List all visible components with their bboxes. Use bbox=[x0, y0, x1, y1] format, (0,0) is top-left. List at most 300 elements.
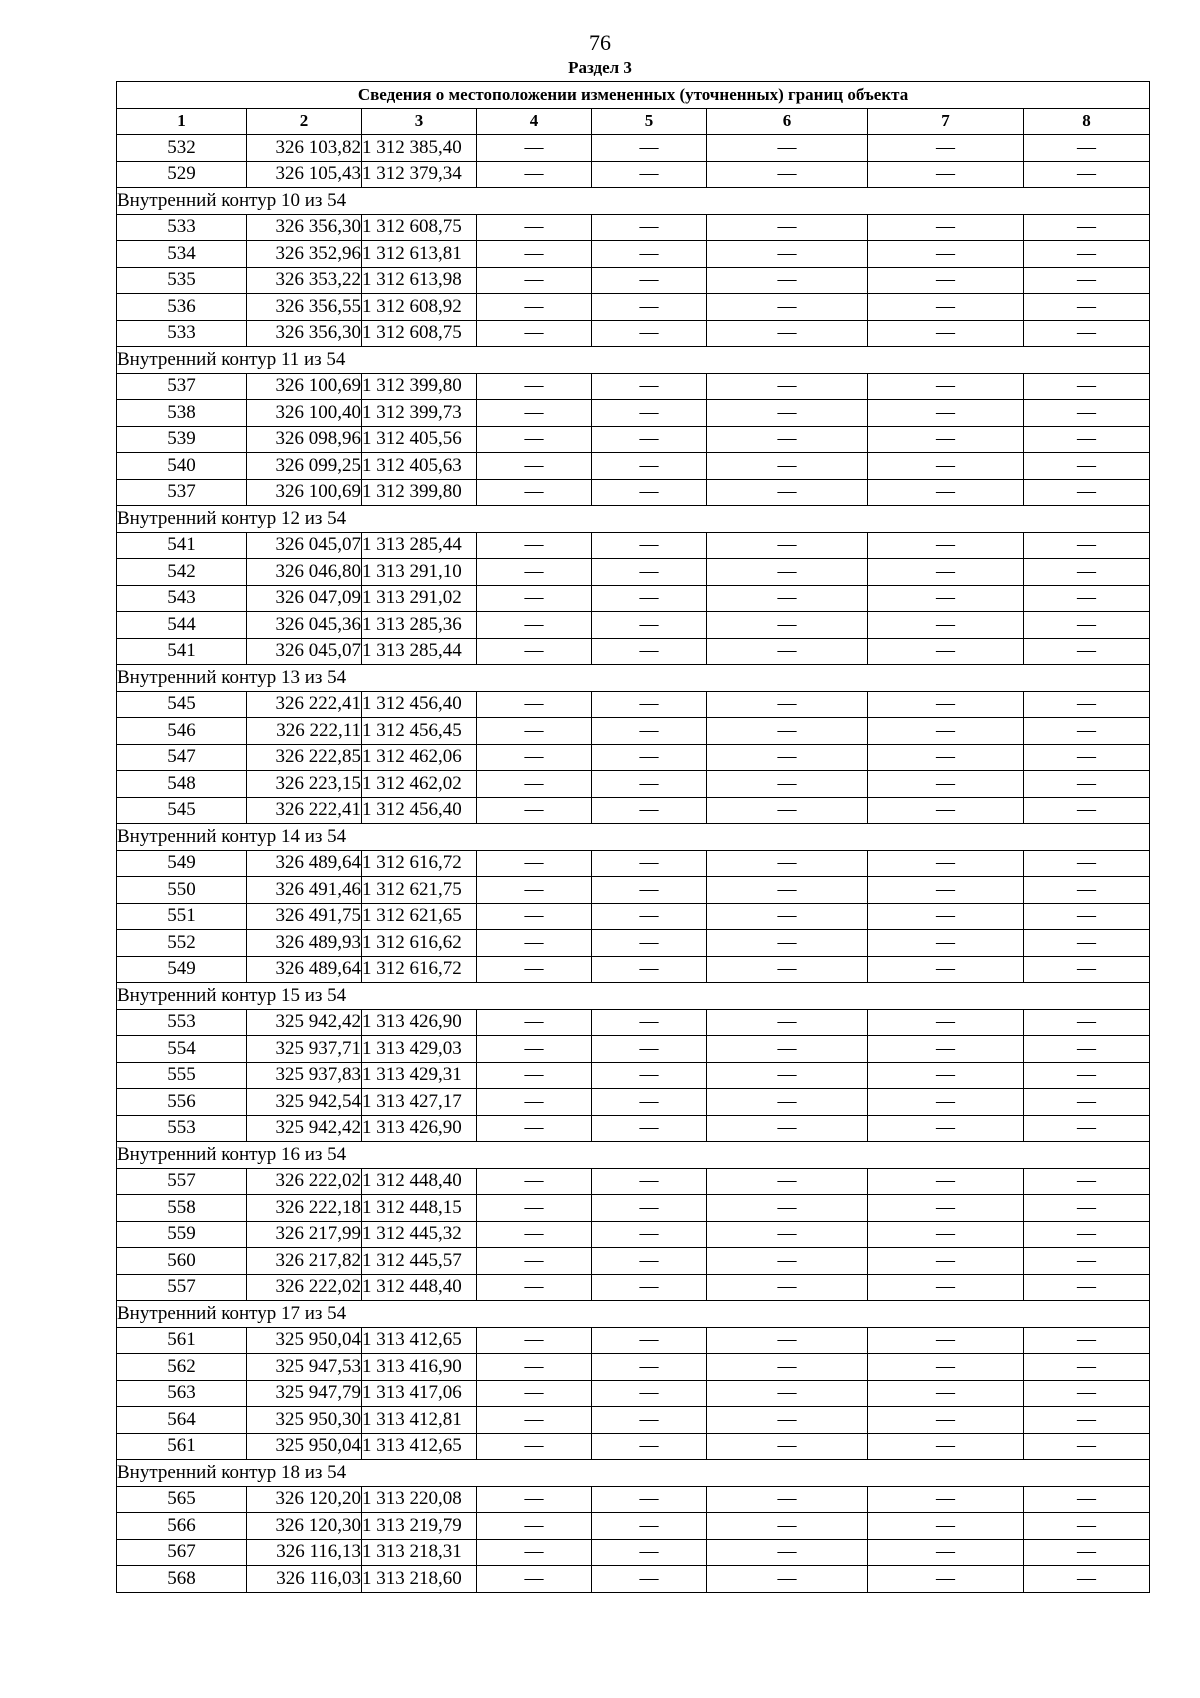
empty-value: — bbox=[707, 797, 868, 824]
empty-value: — bbox=[477, 1513, 592, 1540]
empty-value: — bbox=[592, 744, 707, 771]
coord-y: 1 312 445,32 bbox=[362, 1221, 477, 1248]
point-number: 541 bbox=[117, 638, 247, 665]
empty-value: — bbox=[868, 294, 1024, 321]
empty-value: — bbox=[592, 850, 707, 877]
coord-y: 1 313 429,31 bbox=[362, 1062, 477, 1089]
empty-value: — bbox=[868, 1513, 1024, 1540]
empty-value: — bbox=[707, 1513, 868, 1540]
empty-value: — bbox=[592, 426, 707, 453]
coord-x: 326 223,15 bbox=[247, 771, 362, 798]
contour-label: Внутренний контур 15 из 54 bbox=[117, 983, 1150, 1010]
empty-value: — bbox=[592, 267, 707, 294]
empty-value: — bbox=[477, 718, 592, 745]
empty-value: — bbox=[707, 1407, 868, 1434]
empty-value: — bbox=[1024, 1407, 1150, 1434]
coord-x: 326 222,41 bbox=[247, 691, 362, 718]
empty-value: — bbox=[477, 1539, 592, 1566]
empty-value: — bbox=[1024, 1168, 1150, 1195]
empty-value: — bbox=[707, 1486, 868, 1513]
empty-value: — bbox=[477, 1407, 592, 1434]
empty-value: — bbox=[707, 1009, 868, 1036]
empty-value: — bbox=[477, 850, 592, 877]
empty-value: — bbox=[1024, 1089, 1150, 1116]
empty-value: — bbox=[707, 1062, 868, 1089]
caption-row bbox=[117, 82, 1150, 109]
empty-value: — bbox=[477, 532, 592, 559]
coord-y: 1 312 456,40 bbox=[362, 797, 477, 824]
point-number: 533 bbox=[117, 320, 247, 347]
empty-value: — bbox=[592, 479, 707, 506]
empty-value: — bbox=[868, 373, 1024, 400]
empty-value: — bbox=[1024, 930, 1150, 957]
point-number: 532 bbox=[117, 135, 247, 162]
coord-x: 325 947,79 bbox=[247, 1380, 362, 1407]
empty-value: — bbox=[707, 850, 868, 877]
empty-value: — bbox=[707, 294, 868, 321]
coord-y: 1 312 456,40 bbox=[362, 691, 477, 718]
empty-value: — bbox=[868, 135, 1024, 162]
point-number: 553 bbox=[117, 1115, 247, 1142]
empty-value: — bbox=[707, 135, 868, 162]
point-number: 561 bbox=[117, 1433, 247, 1460]
empty-value: — bbox=[707, 1539, 868, 1566]
empty-value: — bbox=[477, 1433, 592, 1460]
coord-x: 325 950,04 bbox=[247, 1327, 362, 1354]
point-number: 535 bbox=[117, 267, 247, 294]
empty-value: — bbox=[1024, 320, 1150, 347]
empty-value: — bbox=[707, 1195, 868, 1222]
empty-value: — bbox=[1024, 479, 1150, 506]
empty-value: — bbox=[868, 267, 1024, 294]
point-number: 545 bbox=[117, 797, 247, 824]
coord-y: 1 312 385,40 bbox=[362, 135, 477, 162]
empty-value: — bbox=[592, 1539, 707, 1566]
contour-label: Внутренний контур 17 из 54 bbox=[117, 1301, 1150, 1328]
empty-value: — bbox=[707, 1089, 868, 1116]
empty-value: — bbox=[868, 638, 1024, 665]
empty-value: — bbox=[477, 241, 592, 268]
table-row bbox=[117, 1274, 1150, 1301]
empty-value: — bbox=[592, 1009, 707, 1036]
contour-label: Внутренний контур 10 из 54 bbox=[117, 188, 1150, 215]
empty-value: — bbox=[868, 850, 1024, 877]
empty-value: — bbox=[707, 1566, 868, 1593]
empty-value: — bbox=[592, 1433, 707, 1460]
empty-value: — bbox=[868, 1566, 1024, 1593]
empty-value: — bbox=[592, 1221, 707, 1248]
coord-x: 326 489,64 bbox=[247, 850, 362, 877]
table-body bbox=[117, 135, 1150, 1593]
empty-value: — bbox=[477, 585, 592, 612]
empty-value: — bbox=[477, 1274, 592, 1301]
point-number: 553 bbox=[117, 1009, 247, 1036]
empty-value: — bbox=[868, 400, 1024, 427]
empty-value: — bbox=[868, 903, 1024, 930]
empty-value: — bbox=[1024, 1115, 1150, 1142]
empty-value: — bbox=[592, 1195, 707, 1222]
empty-value: — bbox=[477, 453, 592, 480]
coord-y: 1 313 220,08 bbox=[362, 1486, 477, 1513]
empty-value: — bbox=[707, 559, 868, 586]
empty-value: — bbox=[1024, 691, 1150, 718]
empty-value: — bbox=[868, 1221, 1024, 1248]
coord-y: 1 313 427,17 bbox=[362, 1089, 477, 1116]
empty-value: — bbox=[1024, 1380, 1150, 1407]
point-number: 552 bbox=[117, 930, 247, 957]
point-number: 568 bbox=[117, 1566, 247, 1593]
empty-value: — bbox=[477, 612, 592, 639]
contour-header-row bbox=[117, 506, 1150, 533]
column-header: 2 bbox=[247, 108, 362, 135]
point-number: 537 bbox=[117, 373, 247, 400]
point-number: 536 bbox=[117, 294, 247, 321]
contour-label: Внутренний контур 16 из 54 bbox=[117, 1142, 1150, 1169]
column-header: 8 bbox=[1024, 108, 1150, 135]
empty-value: — bbox=[868, 1380, 1024, 1407]
empty-value: — bbox=[477, 559, 592, 586]
table-row bbox=[117, 1062, 1150, 1089]
coord-x: 326 217,99 bbox=[247, 1221, 362, 1248]
empty-value: — bbox=[1024, 1539, 1150, 1566]
table-row bbox=[117, 850, 1150, 877]
empty-value: — bbox=[707, 241, 868, 268]
empty-value: — bbox=[477, 479, 592, 506]
empty-value: — bbox=[477, 797, 592, 824]
coord-y: 1 312 448,40 bbox=[362, 1274, 477, 1301]
empty-value: — bbox=[477, 400, 592, 427]
coord-x: 326 222,85 bbox=[247, 744, 362, 771]
contour-label: Внутренний контур 18 из 54 bbox=[117, 1460, 1150, 1487]
empty-value: — bbox=[1024, 400, 1150, 427]
point-number: 561 bbox=[117, 1327, 247, 1354]
coord-y: 1 313 412,65 bbox=[362, 1327, 477, 1354]
empty-value: — bbox=[868, 532, 1024, 559]
empty-value: — bbox=[477, 1062, 592, 1089]
empty-value: — bbox=[1024, 1354, 1150, 1381]
table-row bbox=[117, 1566, 1150, 1593]
coord-x: 325 950,30 bbox=[247, 1407, 362, 1434]
coord-x: 325 942,42 bbox=[247, 1009, 362, 1036]
empty-value: — bbox=[477, 1354, 592, 1381]
empty-value: — bbox=[707, 1380, 868, 1407]
table-row bbox=[117, 1115, 1150, 1142]
table-row bbox=[117, 744, 1150, 771]
empty-value: — bbox=[592, 532, 707, 559]
coord-x: 325 937,71 bbox=[247, 1036, 362, 1063]
empty-value: — bbox=[592, 771, 707, 798]
table-row bbox=[117, 585, 1150, 612]
empty-value: — bbox=[592, 691, 707, 718]
point-number: 566 bbox=[117, 1513, 247, 1540]
empty-value: — bbox=[868, 559, 1024, 586]
point-number: 567 bbox=[117, 1539, 247, 1566]
table-row bbox=[117, 320, 1150, 347]
table-row bbox=[117, 559, 1150, 586]
point-number: 538 bbox=[117, 400, 247, 427]
empty-value: — bbox=[1024, 1274, 1150, 1301]
empty-value: — bbox=[868, 161, 1024, 188]
coord-x: 326 100,69 bbox=[247, 373, 362, 400]
coord-x: 326 222,41 bbox=[247, 797, 362, 824]
table-row bbox=[117, 453, 1150, 480]
empty-value: — bbox=[868, 585, 1024, 612]
table-row bbox=[117, 771, 1150, 798]
empty-value: — bbox=[592, 1248, 707, 1275]
point-number: 556 bbox=[117, 1089, 247, 1116]
table-row bbox=[117, 930, 1150, 957]
table-row bbox=[117, 1195, 1150, 1222]
coord-y: 1 312 616,72 bbox=[362, 850, 477, 877]
coord-x: 326 489,93 bbox=[247, 930, 362, 957]
table-row bbox=[117, 294, 1150, 321]
coord-y: 1 313 412,65 bbox=[362, 1433, 477, 1460]
column-header: 5 bbox=[592, 108, 707, 135]
empty-value: — bbox=[1024, 877, 1150, 904]
empty-value: — bbox=[868, 1089, 1024, 1116]
empty-value: — bbox=[592, 638, 707, 665]
empty-value: — bbox=[1024, 771, 1150, 798]
empty-value: — bbox=[1024, 559, 1150, 586]
point-number: 542 bbox=[117, 559, 247, 586]
empty-value: — bbox=[592, 1327, 707, 1354]
coord-y: 1 312 613,81 bbox=[362, 241, 477, 268]
empty-value: — bbox=[707, 532, 868, 559]
empty-value: — bbox=[868, 1407, 1024, 1434]
point-number: 551 bbox=[117, 903, 247, 930]
empty-value: — bbox=[1024, 135, 1150, 162]
coord-x: 326 047,09 bbox=[247, 585, 362, 612]
empty-value: — bbox=[1024, 241, 1150, 268]
empty-value: — bbox=[477, 1486, 592, 1513]
table-row bbox=[117, 638, 1150, 665]
coord-x: 326 120,20 bbox=[247, 1486, 362, 1513]
empty-value: — bbox=[868, 691, 1024, 718]
empty-value: — bbox=[868, 797, 1024, 824]
empty-value: — bbox=[592, 400, 707, 427]
table-row bbox=[117, 1009, 1150, 1036]
empty-value: — bbox=[592, 1168, 707, 1195]
point-number: 539 bbox=[117, 426, 247, 453]
column-header: 4 bbox=[477, 108, 592, 135]
coord-y: 1 312 448,15 bbox=[362, 1195, 477, 1222]
empty-value: — bbox=[592, 161, 707, 188]
coord-y: 1 312 608,75 bbox=[362, 320, 477, 347]
point-number: 534 bbox=[117, 241, 247, 268]
empty-value: — bbox=[477, 1248, 592, 1275]
table-row bbox=[117, 214, 1150, 241]
empty-value: — bbox=[868, 771, 1024, 798]
empty-value: — bbox=[868, 1115, 1024, 1142]
empty-value: — bbox=[707, 718, 868, 745]
empty-value: — bbox=[1024, 638, 1150, 665]
empty-value: — bbox=[868, 479, 1024, 506]
empty-value: — bbox=[592, 1380, 707, 1407]
coord-x: 326 222,02 bbox=[247, 1274, 362, 1301]
empty-value: — bbox=[868, 1354, 1024, 1381]
empty-value: — bbox=[477, 135, 592, 162]
empty-value: — bbox=[868, 426, 1024, 453]
coord-x: 326 356,30 bbox=[247, 320, 362, 347]
point-number: 560 bbox=[117, 1248, 247, 1275]
empty-value: — bbox=[1024, 850, 1150, 877]
empty-value: — bbox=[707, 267, 868, 294]
empty-value: — bbox=[707, 1433, 868, 1460]
coord-x: 326 103,82 bbox=[247, 135, 362, 162]
coord-y: 1 312 405,56 bbox=[362, 426, 477, 453]
empty-value: — bbox=[477, 1566, 592, 1593]
table-row bbox=[117, 1248, 1150, 1275]
empty-value: — bbox=[707, 1248, 868, 1275]
empty-value: — bbox=[868, 1539, 1024, 1566]
empty-value: — bbox=[592, 135, 707, 162]
empty-value: — bbox=[868, 214, 1024, 241]
table-row bbox=[117, 612, 1150, 639]
coord-x: 325 937,83 bbox=[247, 1062, 362, 1089]
empty-value: — bbox=[707, 771, 868, 798]
coord-y: 1 312 405,63 bbox=[362, 453, 477, 480]
coord-y: 1 312 462,02 bbox=[362, 771, 477, 798]
contour-header-row bbox=[117, 1301, 1150, 1328]
empty-value: — bbox=[707, 214, 868, 241]
coord-x: 326 217,82 bbox=[247, 1248, 362, 1275]
coord-x: 326 222,02 bbox=[247, 1168, 362, 1195]
table-row bbox=[117, 135, 1150, 162]
empty-value: — bbox=[592, 294, 707, 321]
point-number: 537 bbox=[117, 479, 247, 506]
empty-value: — bbox=[477, 161, 592, 188]
coord-y: 1 313 285,36 bbox=[362, 612, 477, 639]
empty-value: — bbox=[707, 691, 868, 718]
contour-header-row bbox=[117, 824, 1150, 851]
coord-x: 326 116,13 bbox=[247, 1539, 362, 1566]
coord-x: 326 491,46 bbox=[247, 877, 362, 904]
empty-value: — bbox=[707, 1115, 868, 1142]
table-row bbox=[117, 479, 1150, 506]
empty-value: — bbox=[707, 320, 868, 347]
empty-value: — bbox=[1024, 161, 1150, 188]
coord-y: 1 313 291,02 bbox=[362, 585, 477, 612]
empty-value: — bbox=[477, 1327, 592, 1354]
empty-value: — bbox=[1024, 1327, 1150, 1354]
empty-value: — bbox=[1024, 1195, 1150, 1222]
column-header-row bbox=[117, 108, 1150, 135]
empty-value: — bbox=[707, 1168, 868, 1195]
coord-y: 1 313 285,44 bbox=[362, 532, 477, 559]
coord-x: 326 222,11 bbox=[247, 718, 362, 745]
empty-value: — bbox=[707, 585, 868, 612]
table-row bbox=[117, 718, 1150, 745]
coord-x: 326 222,18 bbox=[247, 1195, 362, 1222]
coord-y: 1 312 445,57 bbox=[362, 1248, 477, 1275]
coord-y: 1 313 218,60 bbox=[362, 1566, 477, 1593]
coord-y: 1 313 412,81 bbox=[362, 1407, 477, 1434]
point-number: 564 bbox=[117, 1407, 247, 1434]
empty-value: — bbox=[1024, 267, 1150, 294]
contour-header-row bbox=[117, 983, 1150, 1010]
empty-value: — bbox=[592, 1407, 707, 1434]
empty-value: — bbox=[477, 930, 592, 957]
empty-value: — bbox=[1024, 453, 1150, 480]
column-header: 1 bbox=[117, 108, 247, 135]
empty-value: — bbox=[707, 1327, 868, 1354]
point-number: 544 bbox=[117, 612, 247, 639]
empty-value: — bbox=[592, 1115, 707, 1142]
empty-value: — bbox=[592, 877, 707, 904]
table-row bbox=[117, 1354, 1150, 1381]
coord-x: 326 045,07 bbox=[247, 532, 362, 559]
coord-y: 1 313 426,90 bbox=[362, 1115, 477, 1142]
coord-x: 326 099,25 bbox=[247, 453, 362, 480]
empty-value: — bbox=[592, 1089, 707, 1116]
contour-label: Внутренний контур 13 из 54 bbox=[117, 665, 1150, 692]
contour-label: Внутренний контур 14 из 54 bbox=[117, 824, 1150, 851]
point-number: 557 bbox=[117, 1168, 247, 1195]
point-number: 550 bbox=[117, 877, 247, 904]
empty-value: — bbox=[477, 638, 592, 665]
coord-y: 1 313 417,06 bbox=[362, 1380, 477, 1407]
empty-value: — bbox=[1024, 373, 1150, 400]
point-number: 546 bbox=[117, 718, 247, 745]
empty-value: — bbox=[592, 1354, 707, 1381]
empty-value: — bbox=[1024, 1009, 1150, 1036]
coord-x: 326 105,43 bbox=[247, 161, 362, 188]
empty-value: — bbox=[707, 903, 868, 930]
empty-value: — bbox=[868, 930, 1024, 957]
point-number: 549 bbox=[117, 956, 247, 983]
coord-y: 1 312 621,75 bbox=[362, 877, 477, 904]
coord-x: 325 950,04 bbox=[247, 1433, 362, 1460]
empty-value: — bbox=[1024, 1036, 1150, 1063]
empty-value: — bbox=[868, 744, 1024, 771]
empty-value: — bbox=[592, 241, 707, 268]
empty-value: — bbox=[868, 320, 1024, 347]
contour-header-row bbox=[117, 188, 1150, 215]
empty-value: — bbox=[1024, 744, 1150, 771]
table-row bbox=[117, 241, 1150, 268]
coord-x: 326 046,80 bbox=[247, 559, 362, 586]
empty-value: — bbox=[592, 1062, 707, 1089]
point-number: 558 bbox=[117, 1195, 247, 1222]
empty-value: — bbox=[707, 877, 868, 904]
contour-label: Внутренний контур 12 из 54 bbox=[117, 506, 1150, 533]
coord-x: 326 491,75 bbox=[247, 903, 362, 930]
empty-value: — bbox=[707, 1354, 868, 1381]
coord-x: 326 100,40 bbox=[247, 400, 362, 427]
empty-value: — bbox=[592, 453, 707, 480]
coord-y: 1 312 399,80 bbox=[362, 373, 477, 400]
empty-value: — bbox=[477, 1089, 592, 1116]
table-row bbox=[117, 1221, 1150, 1248]
table-row bbox=[117, 1513, 1150, 1540]
section-title: Раздел 3 bbox=[568, 58, 632, 77]
table-row bbox=[117, 956, 1150, 983]
coord-x: 326 100,69 bbox=[247, 479, 362, 506]
page-number: 76 bbox=[589, 30, 611, 55]
empty-value: — bbox=[592, 373, 707, 400]
coord-x: 325 942,54 bbox=[247, 1089, 362, 1116]
empty-value: — bbox=[592, 559, 707, 586]
empty-value: — bbox=[592, 1513, 707, 1540]
coord-x: 326 353,22 bbox=[247, 267, 362, 294]
empty-value: — bbox=[707, 400, 868, 427]
coord-x: 326 045,07 bbox=[247, 638, 362, 665]
empty-value: — bbox=[477, 903, 592, 930]
coord-y: 1 313 291,10 bbox=[362, 559, 477, 586]
empty-value: — bbox=[707, 612, 868, 639]
empty-value: — bbox=[868, 1036, 1024, 1063]
coord-x: 326 098,96 bbox=[247, 426, 362, 453]
